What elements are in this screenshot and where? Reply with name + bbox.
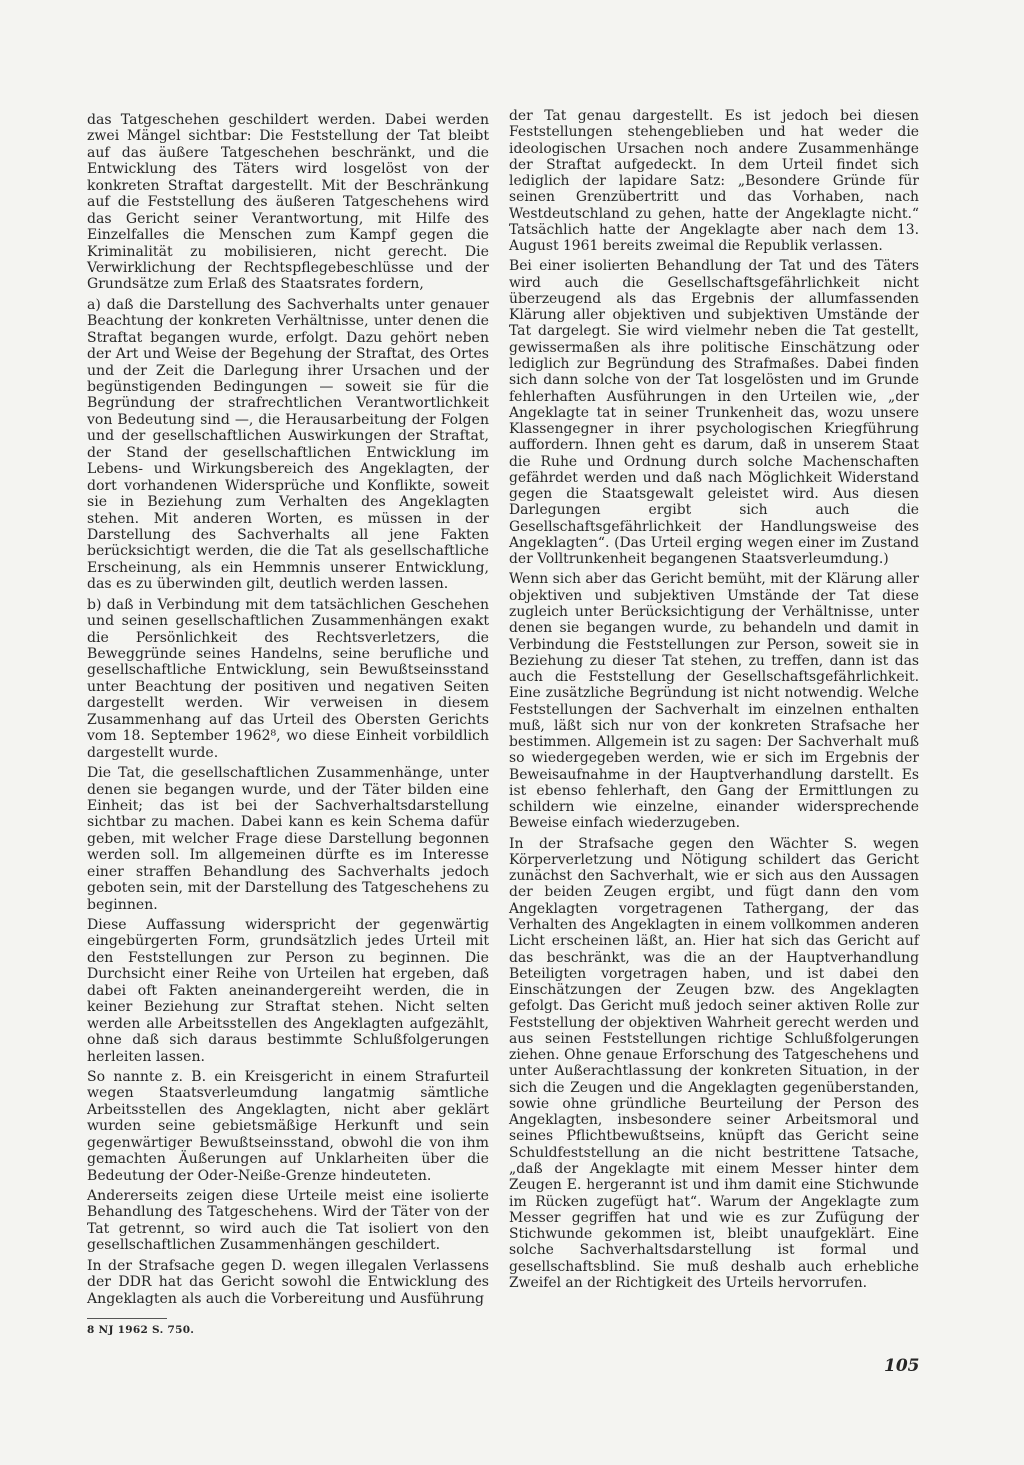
paragraph: das Tatgeschehen geschildert werden. Dabei werden zwei Mängel sichtbar: Die Feststellung der Tat bleibt auf das äußere Tatgeschehen beschränkt, und die Entwicklung des Täters wird losgelöst von der konkreten Straftat dargestellt. Mit der Beschränkung auf die Feststellung des äußeren Tatgeschehens wird das Gericht seiner Verantwortung, mit Hilfe des Einzelfalles die Menschen zum Kampf gegen die Kriminalität zu mobilisieren, nicht gerecht. Die Verwirklichung der Rechtspflegebeschlüsse und der Grundsätze zum Erlaß des Staatsrates fordern,	[87, 112, 489, 293]
paragraph: b) daß in Verbindung mit dem tatsächlichen Geschehen und seinen gesellschaftlichen Zusammenhängen exakt die Persönlichkeit des Rechtsverletzers, die Beweggründe seines Handelns, seine berufliche und gesellschaftliche Entwicklung, sein Bewußtseinsstand unter Beachtung der positiven und negativen Seiten dargestellt werden. Wir verweisen in diesem Zusammenhang auf das Urteil des Obersten Gerichts vom 18. September 1962⁸, wo diese Einheit vorbildlich dargestellt wurde.	[87, 596, 489, 761]
paragraph: In der Strafsache gegen D. wegen illegalen Verlassens der DDR hat das Gericht sowohl die Entwicklung des Angeklagten als auch die Vorbereitung und Ausführung	[87, 1257, 489, 1307]
paragraph: Bei einer isolierten Behandlung der Tat und des Täters wird auch die Gesellschaftsgefährlichkeit nicht überzeugend als das Ergebnis der allumfassenden Klärung aller objektiven und subjektiven Umstände der Tat dargelegt. Sie wird vielmehr neben die Tat gestellt, gewissermaßen als ihre politische Einschätzung oder lediglich zur Begründung des Strafmaßes. Dabei finden sich dann solche von der Tat losgelösten und im Grunde fehlerhaften Ausführungen in den Urteilen wie, „der Angeklagte tat in seiner Trunkenheit das, wozu unsere Klassengegner in ihrer psychologischen Kriegführung auffordern. Ihnen geht es darum, daß in unserem Staat die Ruhe und Ordnung durch solche Machenschaften gefährdet werden und daß nach Möglichkeit Widerstand gegen die Staatsgewalt geleistet wird. Aus diesen Darlegungen ergibt sich auch die Gesellschaftsgefährlichkeit der Handlungsweise des Angeklagten“. (Das Urteil erging wegen einer im Zustand der Volltrunkenheit begangenen Staatsverleumdung.)	[509, 258, 919, 568]
paragraph: der Tat genau dargestellt. Es ist jedoch bei diesen Feststellungen stehengeblieben und hat weder die ideologischen Ursachen noch andere Zusammenhänge der Straftat aufgedeckt. In dem Urteil findet sich lediglich der lapidare Satz: „Besondere Gründe für seinen Grenzübertritt und das Vorhaben, nach Westdeutschland zu gehen, hatte der Angeklagte nicht.“ Tatsächlich hatte der Angeklagte aber nach dem 13. August 1961 bereits zweimal die Republik verlassen.	[509, 108, 919, 255]
paragraph: In der Strafsache gegen den Wächter S. wegen Körperverletzung und Nötigung schildert das Gericht zunächst den Sachverhalt, wie er sich aus den Aussagen der beiden Zeugen ergibt, und fügt dann den vom Angeklagten vorgetragenen Tathergang, der das Verhalten des Angeklagten in einem vollkommen anderen Licht erscheinen läßt, an. Hier hat sich das Gericht auf das beschränkt, was die an der Hauptverhandlung Beteiligten vorgetragen haben, und ist dabei den Einschätzungen der Zeugen bzw. des Angeklagten gefolgt. Das Gericht muß jedoch seiner aktiven Rolle zur Feststellung der objektiven Wahrheit gerecht werden und aus seinen Feststellungen richtige Schlußfolgerungen ziehen. Ohne genaue Erforschung des Tatgeschehens und unter Außerachtlassung der konkreten Situation, in der sich die Zeugen und die Angeklagten gegenüberstanden, sowie ohne gründliche Beurteilung der Person des Angeklagten, insbesondere seiner Arbeitsmoral und seines Pflichtbewußtseins, knüpft das Gericht seine Schuldfeststellung an die nicht bestrittene Tatsache, „daß der Angeklagte mit einem Messer hinter dem Zeugen E. hergerannt ist und ihm damit eine Stichwunde im Rücken zugefügt hat“. Warum der Angeklagte zum Messer gegriffen hat und wie es zur Zufügung der Stichwunde gekommen ist, bleibt unaufgeklärt. Eine solche Sachverhaltsdarstellung ist formal und gesellschaftsblind. Sie muß deshalb auch erhebliche Zweifel an der Richtigkeit des Urteils hervorrufen.	[509, 835, 919, 1291]
paragraph: Andererseits zeigen diese Urteile meist eine isolierte Behandlung des Tatgeschehens. Wird der Täter von der Tat getrennt, so wird auch die Tat isoliert von den gesellschaftlichen Zusammenhängen geschildert.	[87, 1188, 489, 1254]
paragraph: a) daß die Darstellung des Sachverhalts unter genauer Beachtung der konkreten Verhältnisse, unter denen die Straftat begangen wurde, erfolgt. Dazu gehört neben der Art und Weise der Begehung der Straftat, des Ortes und der Zeit die Darlegung ihrer Ursachen und der begünstigenden Bedingungen — soweit sie für die Begründung der strafrechtlichen Verantwortlichkeit von Bedeutung sind —, die Herausarbeitung der Folgen und der gesellschaftlichen Auswirkungen der Straftat, der Stand der gesellschaftlichen Entwicklung im Lebens- und Wirkungsbereich des Angeklagten, der dort vorhandenen Widersprüche und Konflikte, soweit sie in Beziehung zum Verhalten des Angeklagten stehen. Mit anderen Worten, es müssen in der Darstellung des Sachverhalts all jene Fakten berücksichtigt werden, die die Tat als gesellschaftliche Erscheinung, als ein Hemmnis unserer Entwicklung, das es zu überwinden gilt, deutlich werden lassen.	[87, 296, 489, 593]
page-number: 105	[884, 1356, 920, 1376]
left-text-column	[87, 112, 489, 1311]
paragraph: Die Tat, die gesellschaftlichen Zusammenhänge, unter denen sie begangen wurde, und der Täter bilden eine Einheit; das ist bei der Sachverhaltsdarstellung sichtbar zu machen. Dabei kann es kein Schema dafür geben, mit welcher Frage diese Darstellung begonnen werden soll. Im allgemeinen dürfte es im Interesse einer straffen Behandlung des Sachverhalts jedoch geboten sein, mit der Darstellung des Tatgeschehens zu beginnen.	[87, 765, 489, 913]
paragraph: So nannte z. B. ein Kreisgericht in einem Strafurteil wegen Staatsverleumdung langatmig sämtliche Arbeitsstellen des Angeklagten, nicht aber geklärt wurden seine gebietsmäßige Herkunft und sein gegenwärtiger Bewußtseinsstand, obwohl die von ihm gemachten Äußerungen auf Unklarheiten über die Bedeutung der Oder-Neiße-Grenze hindeuteten.	[87, 1068, 489, 1184]
right-text-column	[509, 108, 919, 1295]
footnote: 8 NJ 1962 S. 750.	[87, 1324, 195, 1336]
footnote-divider	[87, 1318, 167, 1319]
paragraph: Wenn sich aber das Gericht bemüht, mit der Klärung aller objektiven und subjektiven Umstände der Tat diese zugleich unter Berücksichtigung der Verhältnisse, unter denen sie begangen wurde, zu behandeln und damit in Verbindung die Feststellungen zur Person, soweit sie in Beziehung zu dieser Tat stehen, zu treffen, dann ist das auch die Feststellung der Gesellschaftsgefährlichkeit. Eine zusätzliche Begründung ist nicht notwendig. Welche Feststellungen der Sachverhalt im einzelnen enthalten muß, läßt sich nur von der konkreten Strafsache her bestimmen. Allgemein ist zu sagen: Der Sachverhalt muß so wiedergegeben werden, wie er sich im Ergebnis der Beweisaufnahme in der Hauptverhandlung darstellt. Es ist ebenso fehlerhaft, den Gang der Ermittlungen zu schildern wie einzelne, einander widersprechende Beweise einfach wiederzugeben.	[509, 571, 920, 832]
paragraph: Diese Auffassung widerspricht der gegenwärtig eingebürgerten Form, grundsätzlich jedes Urteil mit den Feststellungen zur Person zu beginnen. Die Durchsicht einer Reihe von Urteilen hat ergeben, daß dabei oft Fakten aneinandergereiht werden, die in keiner Beziehung zur Straftat stehen. Nicht selten werden alle Arbeitsstellen des Angeklagten aufgezählt, ohne daß sich daraus bestimmte Schlußfolgerungen herleiten lassen.	[87, 917, 489, 1065]
